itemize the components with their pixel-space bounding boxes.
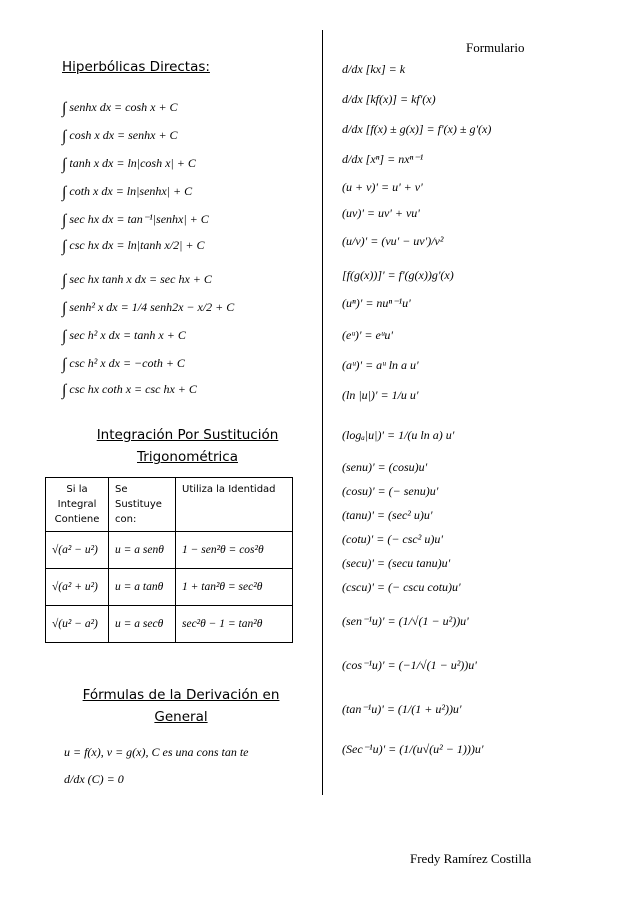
table-cell: 1 + tan²θ = sec²θ bbox=[176, 569, 293, 606]
table-row bbox=[46, 569, 293, 606]
table-cell: u = a tanθ bbox=[109, 569, 176, 606]
trig-substitution-table bbox=[45, 477, 293, 643]
derivative-formula: d/dx [f(x) ± g(x)] = f'(x) ± g'(x) bbox=[342, 122, 492, 136]
page-header: Formulario bbox=[466, 40, 525, 55]
table-row bbox=[46, 532, 293, 569]
integral-formula bbox=[62, 100, 178, 118]
hyperbolic-title: Hiperbólicas Directas: bbox=[62, 59, 210, 75]
derivative-formula: (tanu)' = (sec² u)u' bbox=[342, 508, 433, 522]
derivative-formula: (Sec⁻¹u)' = (1/(u√(u² − 1)))u' bbox=[342, 742, 484, 756]
table-header-cell: Utiliza la Identidad bbox=[176, 478, 293, 532]
derivative-formula: (cotu)' = (− csc² u)u' bbox=[342, 532, 443, 546]
derivative-formula: (senu)' = (cosu)u' bbox=[342, 460, 428, 474]
derivative-formula: d/dx [xⁿ] = nxⁿ⁻¹ bbox=[342, 152, 424, 166]
integral-text: cosh x dx = senhx + C bbox=[69, 128, 178, 142]
integral-text: coth x dx = ln|senhx| + C bbox=[69, 184, 193, 198]
integral-text: sec h² x dx = tanh x + C bbox=[69, 328, 186, 342]
integral-text: senh² x dx = 1/4 senh2x − x/2 + C bbox=[69, 300, 235, 314]
integral-sign-icon: ∫ bbox=[62, 212, 67, 229]
integral-formula bbox=[62, 156, 196, 174]
integral-text: sec hx dx = tan⁻¹|senhx| + C bbox=[69, 212, 209, 226]
derivative-formula: [f(g(x))]' = f'(g(x))g'(x) bbox=[342, 268, 454, 282]
table-header-row bbox=[46, 478, 293, 532]
derivative-formula: (aᵘ)' = aᵘ ln a u' bbox=[342, 358, 419, 372]
integral-text: senhx dx = cosh x + C bbox=[69, 100, 178, 114]
derivative-formula: (sen⁻¹u)' = (1/√(1 − u²))u' bbox=[342, 614, 469, 628]
integral-sign-icon: ∫ bbox=[62, 272, 67, 289]
derivative-formula: (logₐ|u|)' = 1/(u ln a) u' bbox=[342, 428, 455, 442]
table-cell: √(a² − u²) bbox=[46, 532, 109, 569]
derivative-formula: (cosu)' = (− senu)u' bbox=[342, 484, 439, 498]
derivative-formula: (cscu)' = (− cscu cotu)u' bbox=[342, 580, 461, 594]
integral-text: csc h² x dx = −coth + C bbox=[69, 356, 185, 370]
integral-text: tanh x dx = ln|cosh x| + C bbox=[69, 156, 196, 170]
table-cell: u = a senθ bbox=[109, 532, 176, 569]
integral-formula bbox=[62, 356, 185, 374]
integral-text: csc hx coth x = csc hx + C bbox=[69, 382, 197, 396]
table-cell: u = a secθ bbox=[109, 606, 176, 643]
integral-formula bbox=[62, 328, 186, 346]
integral-sign-icon: ∫ bbox=[62, 156, 67, 173]
derivative-formula: d/dx [kf(x)] = kf'(x) bbox=[342, 92, 436, 106]
derivative-formula: (ln |u|)' = 1/u u' bbox=[342, 388, 419, 402]
table-header-cell: Si la Integral Contiene bbox=[46, 478, 109, 532]
integral-text: csc hx dx = ln|tanh x/2| + C bbox=[69, 238, 205, 252]
derivative-formula: (eᵘ)' = eᵘu' bbox=[342, 328, 393, 342]
integral-sign-icon: ∫ bbox=[62, 100, 67, 117]
page-footer: Fredy Ramírez Costilla bbox=[410, 851, 532, 866]
integral-formula bbox=[62, 382, 197, 400]
integral-formula bbox=[62, 184, 192, 202]
constant-rule: d/dx (C) = 0 bbox=[64, 772, 124, 786]
integral-sign-icon: ∫ bbox=[62, 356, 67, 373]
derivative-formula: (u + v)' = u' + v' bbox=[342, 180, 423, 194]
integral-sign-icon: ∫ bbox=[62, 238, 67, 255]
trig-substitution-title: Integración Por Sustitución Trigonométrica bbox=[96, 427, 279, 465]
table-cell: 1 − sen²θ = cos²θ bbox=[176, 532, 293, 569]
derivative-formula: (u/v)' = (vu' − uv')/v² bbox=[342, 234, 444, 248]
derivative-formula: (tan⁻¹u)' = (1/(1 + u²))u' bbox=[342, 702, 462, 716]
column-divider bbox=[322, 30, 323, 795]
table-cell: √(u² − a²) bbox=[46, 606, 109, 643]
integral-sign-icon: ∫ bbox=[62, 328, 67, 345]
integral-formula bbox=[62, 300, 234, 318]
derivation-title: Fórmulas de la Derivación en General bbox=[82, 687, 280, 725]
derivative-formula: (cos⁻¹u)' = (−1/√(1 − u²))u' bbox=[342, 658, 477, 672]
integral-formula bbox=[62, 238, 205, 256]
integral-formula bbox=[62, 272, 212, 290]
derivative-formula: d/dx [kx] = k bbox=[342, 62, 406, 76]
integral-text: sec hx tanh x dx = sec hx + C bbox=[69, 272, 212, 286]
integral-formula bbox=[62, 212, 209, 230]
derivative-formula: (uⁿ)' = nuⁿ⁻¹u' bbox=[342, 296, 411, 310]
table-row bbox=[46, 606, 293, 643]
integral-sign-icon: ∫ bbox=[62, 128, 67, 145]
integral-sign-icon: ∫ bbox=[62, 382, 67, 399]
table-cell: √(a² + u²) bbox=[46, 569, 109, 606]
integral-sign-icon: ∫ bbox=[62, 184, 67, 201]
definition-line: u = f(x), v = g(x), C es una cons tan te bbox=[64, 745, 249, 759]
derivative-formula: (secu)' = (secu tanu)u' bbox=[342, 556, 451, 570]
integral-formula bbox=[62, 128, 178, 146]
table-cell: sec²θ − 1 = tan²θ bbox=[176, 606, 293, 643]
integral-sign-icon: ∫ bbox=[62, 300, 67, 317]
table-header-cell: Se Sustituye con: bbox=[109, 478, 176, 532]
derivative-formula: (uv)' = uv' + vu' bbox=[342, 206, 420, 220]
